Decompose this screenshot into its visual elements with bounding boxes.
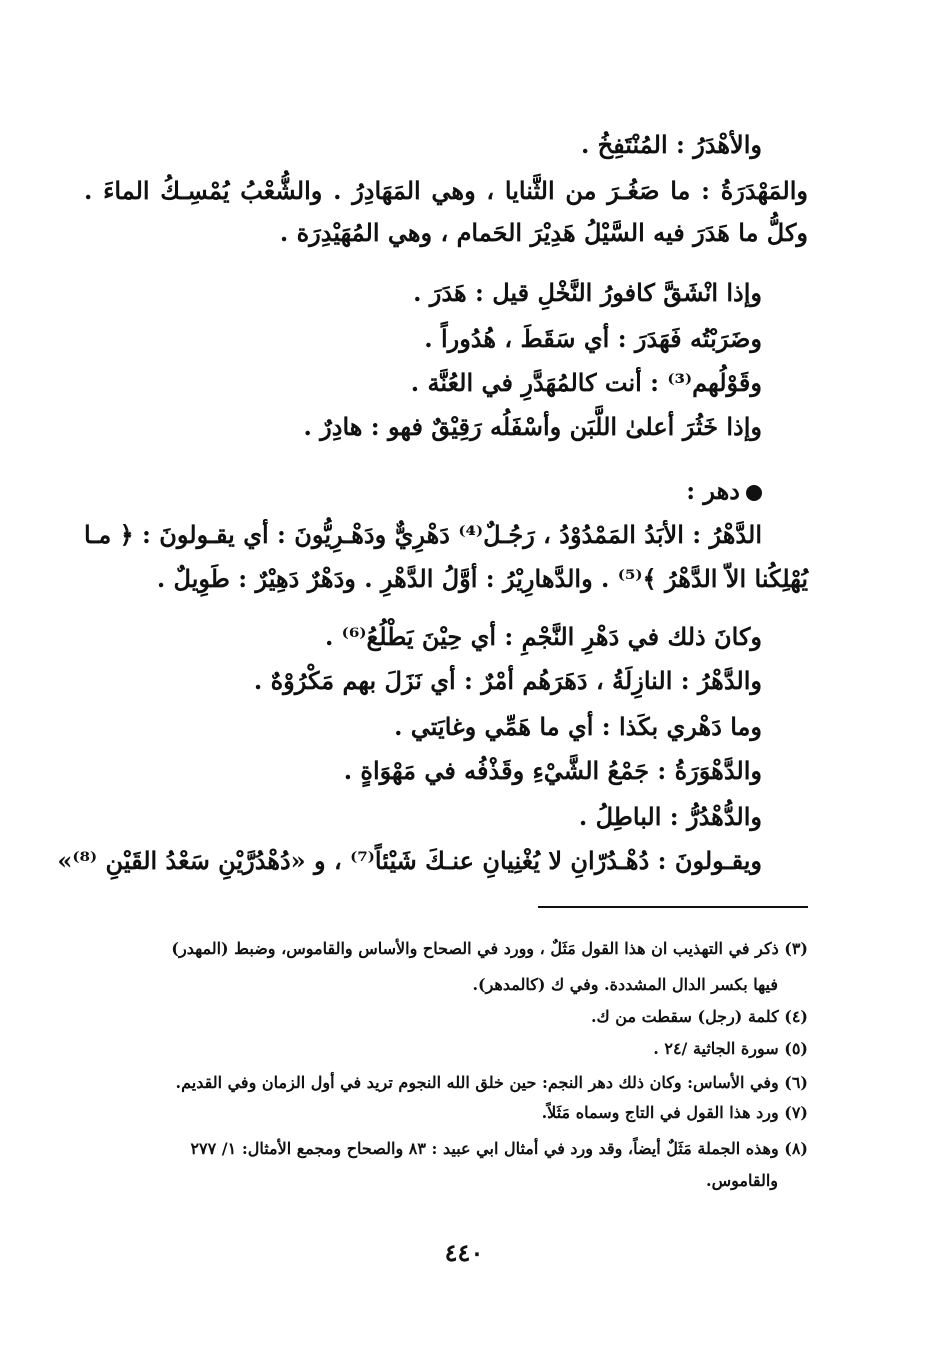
- footnote-separator: [538, 906, 808, 908]
- body-line-11: والدَّهْرُ : النازِلَةُ ، دَهَرَهُم أمْرٌ : أي نَزَلَ بهم مَكْرُوْهٌ .: [253, 666, 762, 695]
- footnote-8-cont: والقاموس.: [706, 1171, 778, 1190]
- body-line-1: والأهْدَرُ : المُنْتَفِخُ .: [580, 130, 762, 159]
- footnote-4: (٤) كلمة (رجل) سقطت من ك.: [590, 1007, 808, 1026]
- body-line-2: والمَهْدَرَةُ : ما صَغُـرَ من الثَّنايا ، وهي المَهَادِرُ . والشُّعْبُ يُمْسِـكُ الماءَ .: [84, 176, 808, 205]
- bullet-dot-icon: [746, 485, 762, 501]
- body-line-3: وكلُّ ما هَدَرَ فيه السَّيْلُ هَدِيْرَ الحَمام ، وهي المُهَيْدِرَة .: [279, 218, 808, 247]
- footnote-7: (٧) ورد هذا القول في التاج وسماه مَثَلاً.: [541, 1103, 808, 1122]
- body-line-9: يُهْلِكُنا الاّ الدَّهْرُ ﴾⁽⁵⁾ . والدَّهارِيْرُ : أوَّلُ الدَّهْرِ . ودَهْرٌ دَهِيْرٌ : طَوِيلٌ .: [156, 564, 808, 593]
- body-line-4: وإذا انْشَقَّ كافورُ النَّخْلِ قيل : هَدَرَ .: [413, 278, 762, 307]
- body-line-14: والدُّهْدُرُّ : الباطِلُ .: [578, 802, 762, 831]
- footnote-8: (٨) وهذه الجملة مَثَلٌ أيضاً، وقد ورد في أمثال ابي عبيد : ٨٣ والصحاح ومجمع الأمثال: ١/ ٢٧٧: [190, 1139, 808, 1158]
- body-line-8: الدَّهْرُ : الأبَدُ المَمْدُوْدُ ، رَجُـلٌ⁽⁴⁾ دَهْرِيٌّ ودَهْـرِيُّونَ : أي يقـولونَ : ﴿ مـا: [84, 520, 762, 549]
- body-line-5: وضَرَبْتُه فَهَدَرَ : أي سَقَطَ ، هُدُوراً .: [424, 324, 762, 353]
- body-line-10: وكانَ ذلك في دَهْرِ النَّجْمِ : أي حِيْنَ يَطْلُعُ⁽⁶⁾ .: [324, 622, 762, 651]
- entry-heading-text: دهر :: [686, 476, 740, 505]
- body-line-7: وإذا خَثُرَ أعلىٰ اللَّبَن وأسْفَلُه رَقِيْقٌ فهو : هادِرٌ .: [303, 412, 762, 441]
- body-line-15: ويقـولونَ : دُهْـدُرّانِ لا يُغْنِيانِ عنـكَ شَيْئاً⁽⁷⁾ ، و «دُهْدُرَّيْنِ سَعْدُ القَيْنِ ⁽⁸⁾»: [57, 846, 762, 875]
- footnote-6: (٦) وفي الأساس: وكان ذلك دهر النجم: حين خلق الله النجوم تريد في أول الزمان وفي القديم.: [175, 1073, 808, 1092]
- body-line-13: والدَّهْوَرَةُ : جَمْعُ الشَّيْءِ وقَذْفُه في مَهْوَاةٍ .: [343, 756, 762, 785]
- footnote-3: (٣) ذكر في التهذيب ان هذا القول مَثَلٌ ، وورد في الصحاح والأساس والقاموس، وضبط (المهدر): [171, 939, 808, 958]
- footnote-5: (٥) سورة الجاثية /٢٤ .: [653, 1039, 808, 1058]
- body-line-6: وقَوْلُهم⁽³⁾ : أنت كالمُهَدَّرِ في العُنَّة .: [410, 368, 762, 397]
- page-number: ٤٤٠: [444, 1238, 484, 1267]
- footnote-3-cont: فيها بكسر الدال المشددة. وفي ك (كالمدهر).: [472, 975, 778, 994]
- body-line-12: وما دَهْري بكَذا : أي ما هَمِّي وغايَتي .: [394, 712, 762, 741]
- entry-heading: [0, 474, 762, 508]
